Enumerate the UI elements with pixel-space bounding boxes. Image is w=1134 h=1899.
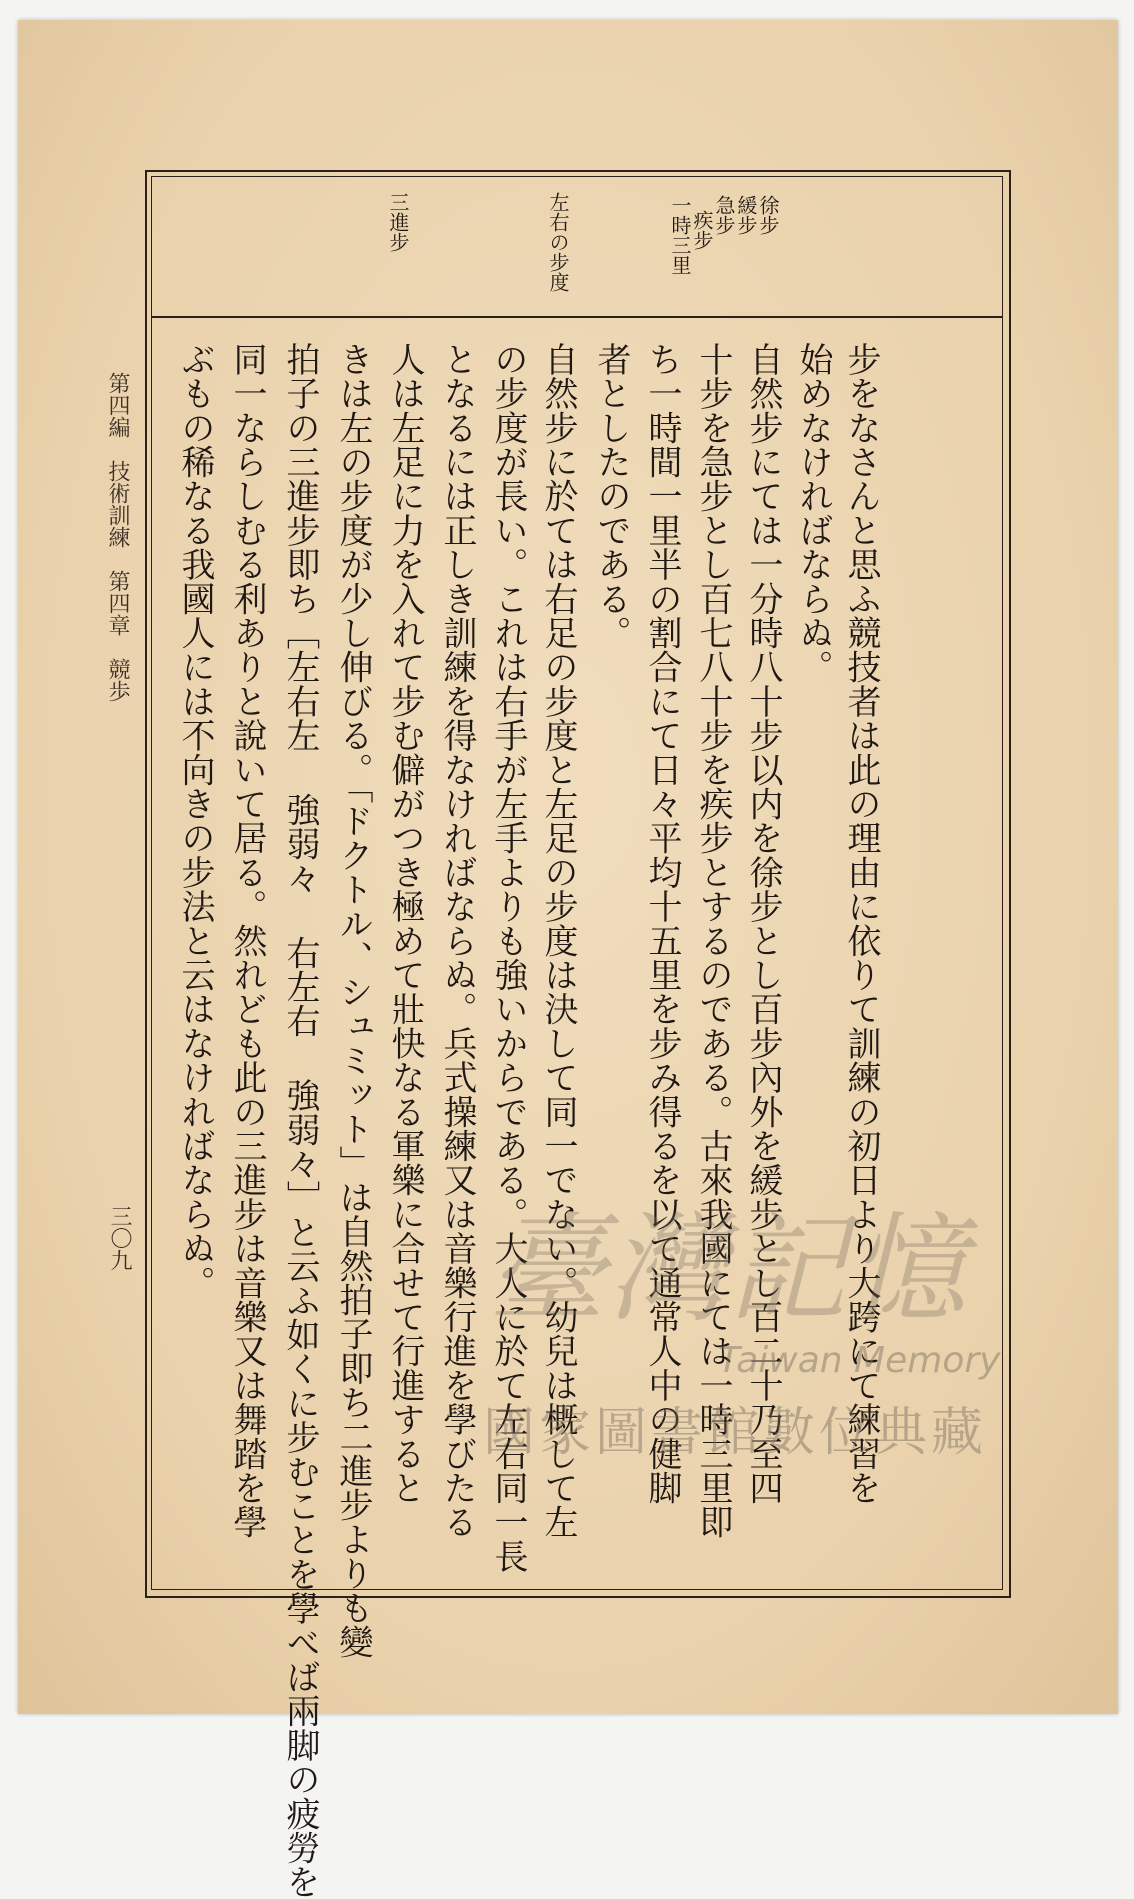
body-column-13: 同一ならしむる利ありと說いて居る。然れども此の三進步は音樂又は舞踏を學 [227,342,267,1539]
body-column-10: 人は左足に力を入れて步む僻がつき極めて壯快なる軍樂に合せて行進すると [385,342,425,1505]
margin-note-easy-walk: 緩步 [734,195,758,235]
running-head: 第四編 技術訓練 第四章 競歩 [105,372,130,702]
margin-note-slow-walk: 徐步 [756,195,780,235]
body-column-4: 十步を急步とし百七八十步を疾步とするのである。古來我國にては一時三里即 [693,342,733,1539]
body-column-12: 拍子の三進步即ち［左右左 強弱々 右左右 強弱々］と云ふ如くに步むことを學べば兩脚の疲勞を [280,342,320,1899]
body-column-1: 步をなさんと思ふ競技者は此の理由に依りて訓練の初日より大跨にて練習を [841,342,881,1505]
margin-note-triple-step: 三進步 [386,192,410,252]
margin-note-fast-walk: 疾步 [690,210,714,250]
book-page [18,20,1118,1899]
watermark-archive-name: 國家圖書館數位典藏 [483,1403,988,1463]
margin-note-three-ri: 一時三里 [668,195,692,275]
margin-note-quick-walk: 急步 [712,195,736,235]
body-column-11: きは左の步度が少し伸びる。「ドクトル、シュミット」は自然拍子即ち二進步よりも變 [333,342,373,1659]
body-column-6: 者としたのである。 [591,342,631,650]
body-column-9: となるには正しき訓練を得なければならぬ。兵式操練又は音樂行進を學びたる [437,342,477,1539]
header-rule [151,316,1003,318]
body-column-14: ぶもの稀なる我國人には不向きの步法と云はなければならぬ。 [175,342,215,1300]
body-column-7: 自然步に於ては右足の步度と左足の步度は決して同一でない。幼兒は概して左 [538,342,578,1539]
margin-note-stride-length: 左右の步度 [546,192,570,292]
body-column-2: 始めなければならぬ。 [793,342,833,684]
page-number: 三〇九 [107,1205,132,1271]
watermark-latin: Taiwan Memory [718,1340,1001,1381]
watermark-seal: 臺灣記憶 [488,1200,969,1338]
body-column-8: の步度が長い。これは右手が左手よりも強いからである。大人に於て左右同一長 [488,342,528,1574]
body-column-3: 自然步にては一分時八十步以内を徐步とし百步內外を緩步とし百二十乃至四 [743,342,783,1505]
body-column-5: ち一時間一里半の割合にて日々平均十五里を步み得るを以て通常人中の健脚 [642,342,682,1505]
